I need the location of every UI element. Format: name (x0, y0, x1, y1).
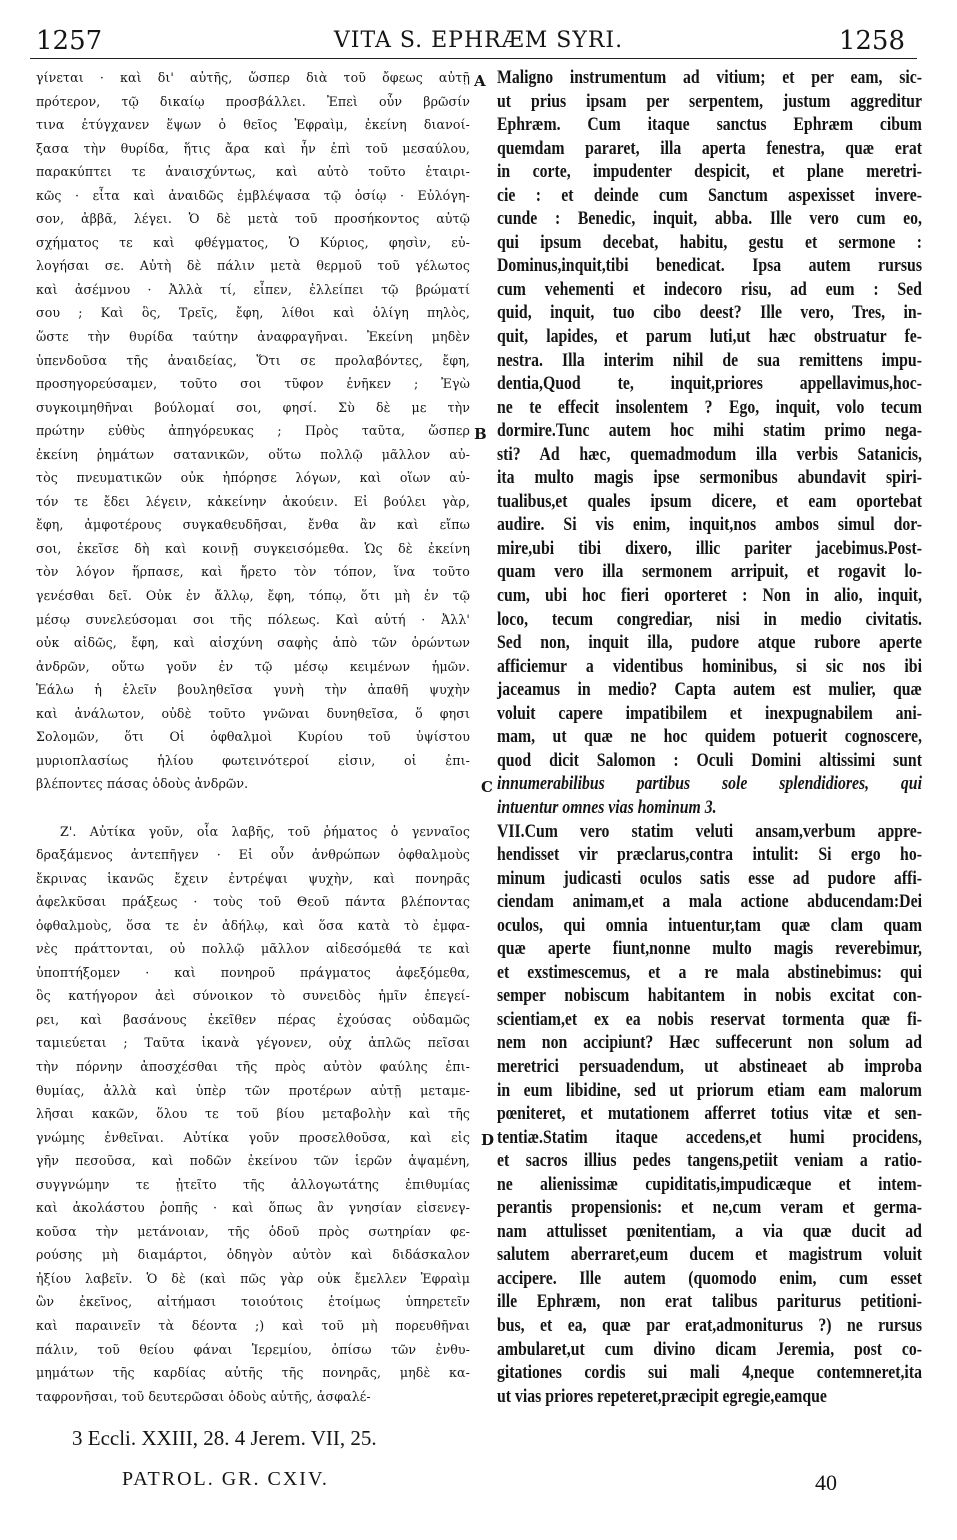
greek-text-line: σχήματος τε καὶ φθέγματος, Ὁ Κύριος, φησὶν, εὐ- (36, 234, 470, 250)
latin-text-line: et sacros illius pedes tangens,petiit veniam a ratio- (497, 1150, 922, 1172)
greek-text-line: γῆν πεσοῦσα, καὶ ποδῶν ἐκείνου τῶν ἱερῶν ἁψαμένη, (36, 1153, 470, 1169)
latin-text-line: qui ipsum decebat, habitu, gestu et sermone : (497, 231, 922, 253)
greek-text-line: τόν τε ἔδει λέγειν, κἀκείνην ἀκούειν. Εἰ βούλει γὰρ, (36, 493, 470, 509)
margin-letter-d: D (481, 1131, 495, 1149)
latin-text-line: quemdam pararet, illa aperta fenestra, quæ erat (497, 137, 922, 159)
latin-text-line: tualibus,et quales ipsum dicere, et eam oportebat (497, 490, 922, 512)
latin-text-line: in corte, impudenter despicit, et plane meretri- (497, 161, 922, 183)
latin-text-line: ita multo magis ipse sermonibus abundavit spiri- (497, 467, 922, 489)
greek-text-line: ἀφελκῦσαι πράξεως · τοὺς τοῦ Θεοῦ πάντα βλέποντας (36, 894, 470, 910)
greek-text-line: θυμίας, ἀλλὰ καὶ ὑπὲρ τῶν προτέρων αὐτῇ μεταμε- (36, 1082, 470, 1098)
greek-text-line: τὴν πόρνην ἀποσχέσθαι τῆς πρὸς αὐτὸν φαύλης ἐπι- (36, 1058, 470, 1074)
greek-text-line: ξασα τὴν θυρίδα, ἥτις ἄρα καὶ ἦν ἐπὶ τοῦ μεσαύλου, (36, 140, 470, 156)
latin-text-line: ambularet,ut cum divino dicam Jeremia, post co- (497, 1338, 922, 1360)
greek-text-line: κῶς · εἶτα καὶ ἀναιδῶς ἐμβλέψασα τῷ ὁσίῳ · Εὐλόγη- (36, 187, 470, 203)
greek-text-line: ἠξίου λαβεῖν. Ὁ δὲ (καὶ πῶς γὰρ οὐκ ἔμελλεν Ἐφραὶμ (36, 1270, 470, 1286)
greek-text-line: ὑποπτήξομεν · καὶ πονηροῦ πράγματος ἀφεξόμεθα, (36, 964, 470, 980)
margin-letter-b: B (474, 425, 487, 443)
greek-text-line: βλέποντες πάσας ὁδοὺς ἀνδρῶν. (36, 776, 249, 792)
latin-text-line: intuentur omnes vias hominum 3. (497, 796, 717, 818)
greek-text-line: γνώμης ἐνθεῖναι. Αὐτίκα γοῦν προσελθοῦσα, καὶ εἰς (36, 1129, 470, 1145)
latin-text-line: jaceamus in medio? Capta autem est mulier, quæ (497, 679, 922, 701)
greek-text-line: κοῦσα τὴν μετάνοιαν, τῆς ὁδοῦ πρὸς σωτηρίαν φε- (36, 1223, 470, 1239)
greek-text-line: ἔκρινας ἱκανῶς ἔχειν ἐντρέψαι ψυχὴν, καὶ πονηρᾶς (36, 870, 470, 886)
greek-text-line: καὶ ἀνάλωτον, οὐδὲ τοῦτο γνῶναι δυνηθεῖσα, ὅ φησι (36, 705, 470, 721)
greek-text-line: Ἑάλω ἡ ἑλεῖν βουληθεῖσα γυνὴ τὴν ἀπαθῆ ψυχὴν (36, 682, 470, 698)
latin-text-line: ne te effecit insolentem ? Ego, inquit, volo tecum (497, 396, 922, 418)
greek-text-line: ἐκείνη ῥημάτων σατανικῶν, οὕτω πολλῷ μᾶλλον αὐ- (36, 446, 470, 462)
greek-text-line: ταφρονῆσαι, τοῦ δευτερῶσαι ὁδοὺς αὐτῆς, ἀσφαλέ- (36, 1388, 371, 1404)
greek-text-line: ὥστε τὴν θυρίδα ταύτην ἀναφραγῆναι. Ἐκείνη μηδὲν (36, 329, 470, 345)
latin-text-line: cum, ubi hoc fieri oporteret : Non in alio, inquit, (497, 585, 922, 607)
greek-text-line: νὲς πράττονται, οὐ πολλῷ μᾶλλον αἰδεσόμεθά τε καὶ (36, 941, 470, 957)
greek-text-line: ὀφθαλμοὺς, ὅσα τε ἐν ἀδήλῳ, καὶ ὅσα κατὰ τὸ ἐμφα- (36, 917, 470, 933)
latin-text-line: in eum libidine, sed ut priorum etiam eam malorum (497, 1079, 922, 1101)
greek-text-line: σον, ἀββᾶ, λέγει. Ὁ δὲ μετὰ τοῦ προσήκοντος αὐτῷ (36, 211, 470, 227)
greek-text-line: σοι, ἐκεῖσε δὴ καὶ κοινῇ συγκεισόμεθα. Ὡς δὲ ἐκείνη (36, 540, 470, 556)
latin-text-line: voluit capere impatibilem et inexpugnabilem ani- (497, 702, 922, 724)
latin-text-line: Dominus,inquit,tibi benedicat. Ipsa autem rursus (497, 255, 922, 277)
sheet-number: 40 (815, 1470, 837, 1495)
greek-text-line: σου ; Καὶ ὃς, Τρεῖς, ἔφη, λίθοι καὶ ὀλίγη πηλὸς, (36, 305, 470, 321)
latin-text-line: semper nobiscum habitantem in nobis excitat con- (497, 985, 922, 1007)
latin-text-line: oculos, qui omnia intuentur,tam quæ clam quam (497, 914, 922, 936)
greek-text-line: ταμιεύεται ; Ταῦτα ἱκανὰ γέγονεν, οὐχ ἁπλῶς πεῖσαι (36, 1035, 470, 1051)
latin-text-line: audire. Si vis enim, inquit,nos ambos simul dor- (497, 514, 922, 536)
page-number-right: 1258 (838, 26, 905, 56)
greek-text-line: πρότερον, τῷ δικαίῳ προσβάλλει. Ἐπεὶ οὖν βρῶσίν (36, 93, 470, 109)
latin-text-line: quod dicit Salomon : Oculi Domini altissimi sunt (497, 749, 922, 771)
greek-text-line: τὸν λόγον ἥρπασε, καὶ ἤρετο τὸν τόπον, ἵνα τοῦτο (36, 564, 470, 580)
latin-text-line: perantis propensionis: et ne,cum veram et germa- (497, 1197, 922, 1219)
latin-text-line: ut vias priores repeteret,præcipit egregie,eamque (497, 1385, 827, 1407)
latin-text-line: quam vero illa sermonem arripuit, et rogavit lo- (497, 561, 922, 583)
greek-text-line: ρούσης μὴ διαμάρτοι, ὁδηγὸν αὐτὸν καὶ διδάσκαλον (36, 1247, 470, 1263)
greek-text-line: παρακύπτει τε ἀναισχύντως, καὶ αὐτὸ τοῦτο ἑταιρι- (36, 164, 470, 180)
latin-text-line: salutem aberraret,eum ducem et magistrum voluit (497, 1244, 922, 1266)
greek-text-line: ρει, καὶ βασάνους ἐκεῖθεν πέρας ἐχούσας οὐδαμῶς (36, 1011, 470, 1027)
latin-text-line: bus, et ea, quæ par erat,admoniturus ?) ne rursus (497, 1314, 922, 1336)
latin-text-line: ut prius ipsam per serpentem, justum aggreditur (497, 90, 922, 112)
latin-text-line: Ephræm. Cum itaque sanctus Ephræm cibum (497, 114, 922, 136)
margin-letter-c: C (481, 778, 493, 796)
greek-text-line: προσηγορεύσαμεν, τοῦτο σοι τῦφον ἐνῆκεν ; Ἐγὼ (36, 376, 470, 392)
latin-text-line: scientiam,et ex ea nobis reservat tormenta quæ fi- (497, 1008, 922, 1030)
latin-text-line: cunde : Benedic, inquit, abba. Ille vero cum eo, (497, 208, 922, 230)
page-number-left: 1257 (36, 26, 103, 56)
latin-text-line: gitationes cordis sui mali 4,neque contemneret,ita (497, 1362, 922, 1384)
greek-text-line: ὑπενδοῦσα τῆς ἀναιδείας, Ὅτι σε προλαβόντες, ἔφη, (36, 352, 470, 368)
greek-text-line: Σολομῶν, ὅτι Οἱ ὀφθαλμοὶ Κυρίου τοῦ ὑψίστου (36, 729, 470, 745)
latin-text-line: Sed non, inquit illa, pudore atque rubore aperte (497, 632, 922, 654)
greek-text-line: γίνεται · καὶ δι' αὐτῆς, ὥσπερ διὰ τοῦ ὄφεως αὐτῇ (36, 70, 470, 85)
latin-text-line: mire,ubi tibi dixero, illic pariter jacebimus.Post- (497, 537, 922, 559)
greek-text-line: ἀνδρῶν, οὕτω γοῦν ἐν τῷ μέσῳ κειμένων ἡμῶν. (36, 658, 470, 674)
greek-text-line: πρώτην εὐθὺς ἀπηγόρευκας ; Πρὸς ταῦτα, ὥσπερ (36, 423, 470, 439)
greek-text-line: πάλιν, τοῦ θείου φάναι Ἱερεμίου, ὀπίσω τῶν ἐνθυ- (36, 1341, 470, 1357)
latin-text-line: nam attulisset pœnitentiam, a via quæ ducit ad (497, 1220, 922, 1242)
patrol-signature: PATROL. GR. CXIV. (122, 1468, 329, 1490)
latin-text-line: quæ aperte fiunt,nonne multo magis reverebimur, (497, 938, 922, 960)
latin-text-line: innumerabilibus partibus sole splendidiores, qui (497, 773, 922, 795)
greek-text-line: ὢν ἐκεῖνος, αἰτήμασι τοιούτοις ἑτοίμως ὑπηρετεῖν (36, 1294, 470, 1310)
header-rule (30, 58, 917, 59)
latin-text-line: ciendam animam,et a mala actione abducendam:Dei (497, 891, 922, 913)
greek-text-line: συγγνώμην τε ᾐτεῖτο τῆς ἀλλογωτάτης ἐπιθυμίας (36, 1176, 470, 1192)
greek-text-line: δραξάμενος ἀντεπῆγεν · Εἰ οὖν ἀνθρώπων ὀφθαλμοὺς (36, 847, 470, 863)
latin-text-line: sti? Ad hæc, quemadmodum illa verbis Satanicis, (497, 443, 922, 465)
greek-text-line: τινα ἐτύγχανεν ἕψων ὁ θεῖος Ἐφραὶμ, ἐκείνη διανοί- (36, 117, 470, 133)
paragraph-gap (36, 796, 470, 820)
latin-text-line: et exstimescemus, et a re mala abstinebimus: qui (497, 961, 922, 983)
greek-column (36, 66, 470, 1408)
latin-text-line: dormire.Tunc autem hoc mihi statim primo nega- (497, 420, 922, 442)
greek-text-line: ἔφη, ἀμφοτέρους συγκαθευδῆσαι, ἔνθα ἂν καὶ εἴπω (36, 517, 470, 533)
latin-text-line: pœniteret, et mutationem afferret totius vitæ et sen- (497, 1103, 922, 1125)
latin-text-line: meretrici persuadendum, ut abstineaet ab improba (497, 1055, 922, 1077)
running-header (0, 20, 957, 54)
margin-letter-a: A (474, 72, 486, 90)
latin-text-line: tentiæ.Statim itaque accedens,et humi procidens, (497, 1126, 922, 1148)
latin-text-line: VII.Cum vero statim veluti ansam,verbum appre- (497, 820, 922, 842)
latin-text-line: quit, lapides, et parum luti,ut hæc obstruatur fe- (497, 326, 922, 348)
greek-text-line: γενέσθαι δεῖ. Οὐκ ἐν ἄλλῳ, ἔφη, τόπῳ, ὅτι μὴ ἐν τῷ (36, 588, 470, 604)
footnotes: 3 Eccli. XXIII, 28. 4 Jerem. VII, 25. (72, 1426, 377, 1450)
greek-text-line: οὐκ αἰδῶς, ἔφη, καὶ αἰσχύνη σαφὴς ἀπὸ τῶν ὁρώντων (36, 635, 470, 651)
latin-text-line: Maligno instrumentum ad vitium; et per eam, sic- (497, 67, 922, 88)
latin-text-line: nem non accipiunt? Hæc suffecerunt non solum ad (497, 1032, 922, 1054)
latin-text-line: ne alienissimæ cupiditatis,impudicæque et intem- (497, 1173, 922, 1195)
latin-text-line: minum judicasti oculos satis esse ad pudore affi- (497, 867, 922, 889)
latin-text-line: accipere. Ille autem (quomodo enim, cum esset (497, 1267, 922, 1289)
latin-text-line: loco, tecum congrediar, nisi in medio civitatis. (497, 608, 922, 630)
latin-text-line: mam, ut quæ ne hoc quidem potuerit cognoscere, (497, 726, 922, 748)
greek-text-line: καὶ παραινεῖν τὰ δέοντα ;) καὶ τοῦ μὴ πορευθῆναι (36, 1317, 470, 1333)
latin-text-line: hendisset vir præclarus,contra intulit: Si ergo ho- (497, 844, 922, 866)
latin-text-line: cum vehementi et indecoro risu, ad eum : Sed (497, 278, 922, 300)
greek-text-line: μημάτων τῆς καρδίας αὐτῆς τῆς πονηρᾶς, μηδὲ κα- (36, 1365, 470, 1381)
running-title: VITA S. EPHRÆM SYRI. (333, 28, 624, 53)
greek-text-line: καὶ ἀκολάστου ῥοπῆς · καὶ ὅπως ἂν γνησίαν εἰσενεγ- (36, 1200, 470, 1216)
latin-column (497, 66, 922, 1408)
greek-text-line: μυριοπλασίως ἡλίου φωτεινότεροί εἰσιν, οἱ ἐπι- (36, 752, 470, 768)
greek-text-line: λῆσαι κακῶν, ὅλου τε τοῦ βίου μεταβολὴν καὶ τῆς (36, 1106, 470, 1122)
greek-text-line: τὸς πνευματικῶν οὐκ ἠπόρησε λόγων, καὶ οἵων αὐ- (36, 470, 470, 486)
greek-text-line: συγκοιμηθῆναι βούλομαί σοι, φησί. Σὺ δὲ με τὴν (36, 399, 470, 415)
greek-text-line: Ζ'. Αὐτίκα γοῦν, οἷα λαβῆς, τοῦ ῥήματος ὁ γενναῖος (60, 823, 470, 839)
latin-text-line: cie : et deinde cum Sanctum aspexisset invere- (497, 184, 922, 206)
greek-text-line: καὶ ἀσέμνου · Ἀλλὰ τί, εἶπεν, ἐλλείπει τῷ βρώματί (36, 281, 470, 297)
latin-text-line: ille Ephræm, non erat talibus pariturus petitioni- (497, 1291, 922, 1313)
latin-text-line: dentia,Quod te, inquit,priores appellavimus,hoc- (497, 373, 922, 395)
greek-text-line: ὃς κατήγορον ἀεὶ σύνοικον τὸ συνειδὸς ἡμῖν ἐπεγεί- (36, 988, 470, 1004)
latin-text-line: nestra. Illa interim nihil de sua remittens impu- (497, 349, 922, 371)
greek-text-line: λογήσαι σε. Αὐτὴ δὲ πάλιν μετὰ θερμοῦ τοῦ γέλωτος (36, 258, 470, 274)
greek-text-line: μέσῳ συνελεύσομαι σοι τῆς πόλεως. Καὶ αὐτή · Ἀλλ' (36, 611, 470, 627)
latin-text-line: quid, inquit, tuo cibo deest? Ille vero, Tres, in- (497, 302, 922, 324)
latin-text-line: afficiemur a videntibus hominibus, si sic nos ibi (497, 655, 922, 677)
